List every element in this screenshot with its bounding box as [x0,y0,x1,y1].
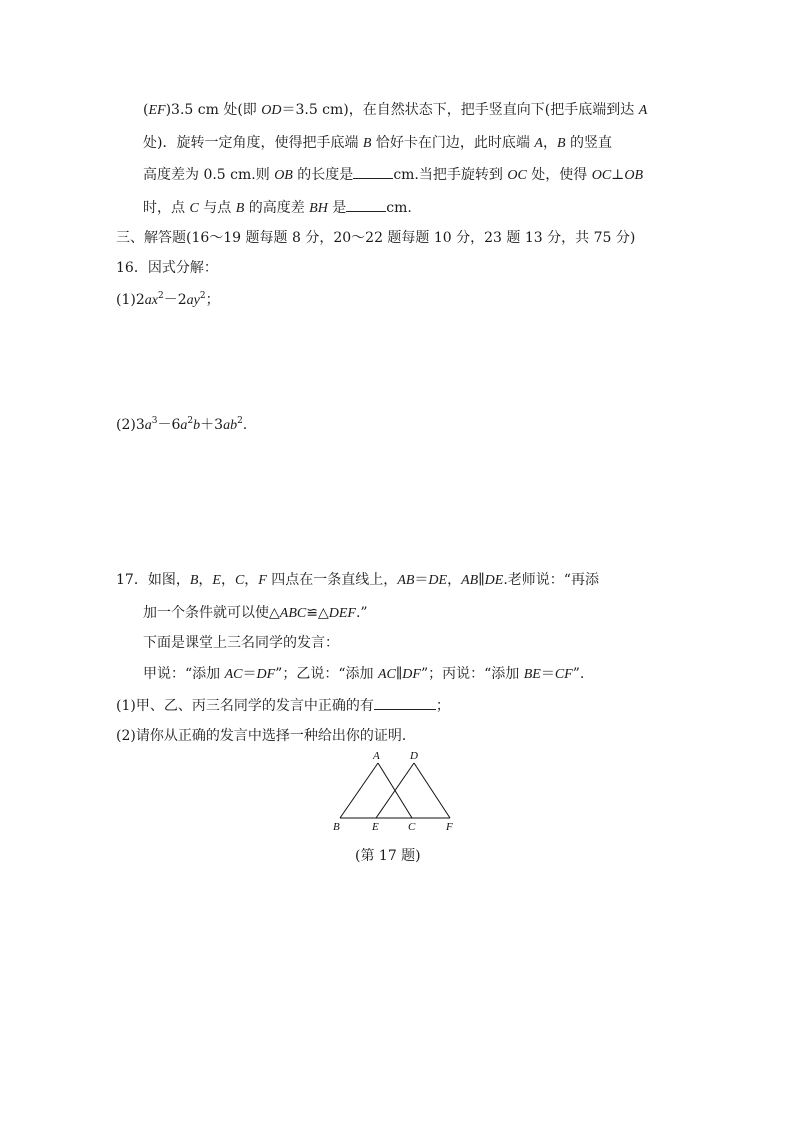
q15-line-1: (EF)3.5 cm 处(即 OD＝3.5 cm)，在自然状态下，把手竖直向下(把手底端到达 A [143,102,648,118]
q16-part-1: $(1)2ax^2-2ay^2$； [116,291,220,308]
label-c: C [408,821,416,833]
q17-triangle-figure [328,748,462,836]
answer-blank-ob[interactable] [353,166,393,179]
q17-line-4: 甲说：“添加 AC＝DF”；乙说：“添加 AC∥DF”；丙说：“添加 BE＝CF”. [143,666,585,682]
q15-line-2: 处)．旋转一定角度，使得把手底端 B 恰好卡在门边，此时底端 A，B 的竖直 [143,135,612,151]
label-e: E [372,821,379,833]
q17-line-1: 17．如图，B，E，C，F 四点在一条直线上，AB＝DE，AB∥DE.老师说：“再添 [116,572,599,588]
answer-blank-correct[interactable] [374,697,436,710]
figure-caption: (第 17 题) [355,848,421,864]
q17-sub-2: (2)请你从正确的发言中选择一种给出你的证明． [116,728,416,744]
label-f: F [446,821,453,833]
q17-line-3: 下面是课堂上三名同学的发言： [143,635,339,651]
label-d: D [410,750,418,762]
q16-title: 16．因式分解： [116,260,218,276]
label-b: B [333,821,340,833]
label-a: A [373,750,380,762]
segment-d-e [376,763,414,818]
segment-a-b [340,763,378,818]
segment-d-f [414,763,450,818]
q16-part-2: $(2)3a^3-6a^2b+3ab^2$. [116,416,248,433]
q17-sub-1: (1)甲、乙、丙三名同学的发言中正确的有 ； [116,698,450,714]
section-heading: 三、解答题(16～19 题每题 8 分，20～22 题每题 10 分，23 题 13 分，共 75 分) [116,230,636,246]
q15-line-4: 时，点 C 与点 B 的高度差 BH 是 cm. [143,200,412,216]
answer-blank-bh[interactable] [346,199,386,212]
q17-line-2: 加一个条件就可以使△ABC≌△DEF.” [143,605,368,621]
q15-line-3: 高度差为 0.5 cm.则 OB 的长度是 cm.当把手旋转到 OC 处，使得 OC⊥OB [143,167,643,183]
